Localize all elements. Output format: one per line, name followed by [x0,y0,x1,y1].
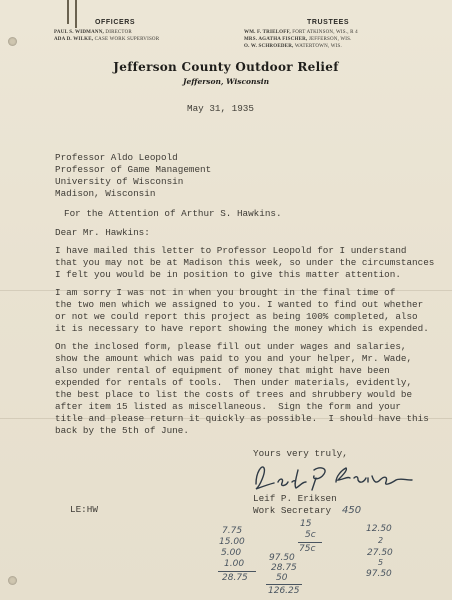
body-line: that you may not be at Madison this week, so under the circumstances [55,257,435,268]
body-line: I have mailed this letter to Professor Leopold for I understand [55,245,407,256]
handwritten-number: 126.25 [268,586,300,596]
sum-rule [298,542,322,543]
body-line: I felt you would be in position to give this matter attention. [55,269,401,280]
handwritten-number: 7.75 [222,526,243,536]
salutation: Dear Mr. Hawkins: [55,227,150,238]
officers-heading: OFFICERS [95,19,136,26]
binder-hole [8,37,17,46]
body-line: or not we could report this project as being 100% completed, also [55,311,418,322]
reference-initials: LE:HW [70,504,98,515]
body-line: it is necessary to have report showing the money which is expended. [55,323,429,334]
sum-rule [218,571,256,572]
body-line: expended for rentals of tools. Then under materials, evidently, [55,377,413,388]
body-line: title and please return it quickly as possible. I should have this [55,413,429,424]
staple-mark [75,0,77,28]
officer-line: PAUL S. WIDMANN, DIRECTOR [54,30,132,35]
trustees-heading: TRUSTEES [307,19,350,26]
body-line: I am sorry I was not in when you brought in the final time of [55,287,396,298]
body-line: the two men which we assigned to you. I wanted to find out whether [55,299,424,310]
handwritten-number: 28.75 [222,573,248,583]
staple-mark [67,0,69,24]
handwritten-number: 5.00 [221,548,242,558]
body-line: On the inclosed form, please fill out under wages and salaries, [55,341,407,352]
handwritten-number: 97.50 [366,569,392,579]
trustee-line: WM. F. TRIELOFF, FORT ATKINSON, WIS., R 4 [244,30,358,35]
handwritten-number: 15 [300,519,312,529]
binder-hole [8,576,17,585]
handwritten-number: 5 [378,558,384,567]
handwritten-number: 97.50 [269,553,295,563]
recipient-line: University of Wisconsin [55,176,184,187]
handwritten-number: 5c [305,530,316,540]
trustee-line: MRS. AGATHA FISCHER, JEFFERSON, WIS. [244,37,352,42]
body-line: back by the 5th of June. [55,425,189,436]
handwritten-number: 75c [299,544,316,554]
trustee-line: O. W. SCHROEDER, WATERTOWN, WIS. [244,44,342,49]
signer-name: Leif P. Eriksen [253,493,337,504]
body-line: show the amount which was paid to you and your helper, Mr. Wade, [55,353,413,364]
officer-line: ADA D. WILKE, CASE WORK SUPERVISOR [54,37,160,42]
handwritten-number: 450 [342,505,362,516]
signer-title: Work Secretary [253,505,332,516]
recipient-line: Madison, Wisconsin [55,188,156,199]
handwritten-number: 12.50 [366,524,392,534]
handwritten-number: 1.00 [224,559,245,569]
handwritten-number: 2 [378,536,384,545]
recipient-line: Professor of Game Management [55,164,212,175]
handwritten-number: 27.50 [367,548,393,558]
handwritten-number: 15.00 [219,537,245,547]
organization-location: Jefferson, Wisconsin [182,77,270,86]
organization-name: Jefferson County Outdoor Relief [113,60,339,74]
handwritten-number: 50 [276,573,288,583]
body-line: after item 15 listed as miscellaneous. Sign the form and your [55,401,401,412]
body-line: also under rental of equipment of money that might have been [55,365,390,376]
recipient-line: Professor Aldo Leopold [55,152,178,163]
body-line: the best place to list the costs of trees and shrubbery would be [55,389,413,400]
signature [250,462,418,494]
attention-line: For the Attention of Arthur S. Hawkins. [64,208,282,219]
closing: Yours very truly, [253,448,348,459]
letter-date: May 31, 1935 [187,103,254,114]
sum-rule [266,584,302,585]
handwritten-number: 28.75 [271,563,297,573]
